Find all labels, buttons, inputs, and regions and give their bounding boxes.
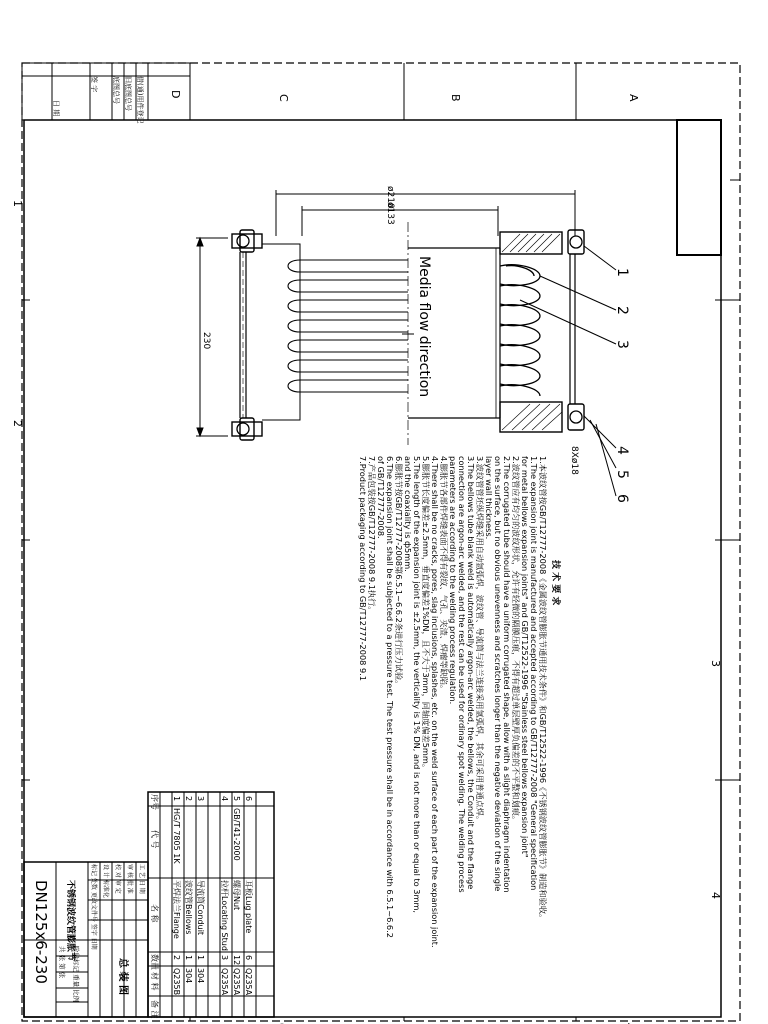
registration-labels bbox=[52, 76, 145, 123]
note-line-14: 5.膨胀节长度偏差±2.5mm，垂直度偏差1%DN，且不大于3mm，同轴度偏差5mm。 bbox=[421, 456, 431, 773]
bom-table-text bbox=[150, 794, 254, 1019]
note-line-19: of GB/T12777-2008. bbox=[376, 456, 386, 539]
note-line-6: on the surface, but no obvious unevenness and scratches longer than the negative deviation of the single bbox=[493, 456, 503, 892]
zone-number-2: 2 bbox=[11, 420, 24, 427]
zone-letter-b: B bbox=[449, 94, 462, 102]
callout-5: 5 bbox=[614, 470, 630, 479]
title-sign-row-2: 设 计 标准化 bbox=[102, 864, 109, 898]
note-line-16: and the coaxiality is ф5mm. bbox=[403, 456, 413, 572]
title-sign-row-5: 工 艺 日 期 bbox=[138, 864, 145, 894]
note-line-10: connection are argon-arc welded, and the rest can be used for ordinary spot welding. The welding process bbox=[457, 456, 467, 893]
strip-base-no: 底图总号 bbox=[112, 76, 120, 104]
bom-row-6-name: 耳板Lug plate bbox=[244, 880, 253, 934]
bom-header-note: 备 注 bbox=[150, 1000, 159, 1019]
title-sign-row-1: 标记 处数 更改文件号 签字 日期 bbox=[90, 864, 97, 950]
bom-row-6-mat: Q235A bbox=[244, 968, 253, 996]
zone-number-1: 1 bbox=[11, 200, 24, 207]
note-line-20: 7.产品包装按GB/T12777-2008 9.1执行。 bbox=[367, 456, 377, 615]
dim-bolts: 8Xø18 bbox=[569, 446, 579, 475]
note-line-4: 2.波纹管应有均匀的波纹形状，允许有轻微的隔膜压痕，不得有超过单层壁厚负偏差的不平整和划痕。 bbox=[511, 456, 521, 825]
bom-row-2-qty: 1 bbox=[184, 955, 193, 961]
dim-inner-diameter: ø133 bbox=[385, 202, 395, 225]
bom-header-material: 材 料 bbox=[150, 972, 159, 991]
bom-row-1-qty: 2 bbox=[172, 955, 181, 961]
bom-row-6-qty: 6 bbox=[244, 955, 253, 961]
title-sign-row-4: 审 核 批 准 bbox=[126, 864, 133, 894]
bom-row-5-name: 螺母Nut bbox=[232, 880, 241, 911]
zone-letter-c: C bbox=[277, 94, 290, 102]
note-line-8: 3.波纹管管坯纵焊缝采用自动氩弧焊，波纹管、导流筒与法兰连接采用氩弧焊，其余可采用普通点焊。 bbox=[475, 456, 485, 825]
bom-row-1-name: 平焊法兰Flange bbox=[172, 880, 181, 939]
bom-row-4-name: 拉杆Locating Stud bbox=[220, 880, 229, 951]
zone-letter-d: D bbox=[169, 90, 182, 99]
strip-shared-parts: 借(通)用件登记 bbox=[136, 76, 144, 124]
title-stage-labels: 阶段标记 重量 比例 bbox=[72, 946, 80, 1003]
bom-header-code: 代 号 bbox=[150, 830, 159, 849]
dim-outer-diameter: ø210 bbox=[385, 186, 395, 209]
dim-length: 230 bbox=[201, 332, 211, 350]
bom-row-1-code: HG/T 7805 1K bbox=[172, 808, 181, 864]
bom-row-4-mat: Q235A bbox=[220, 968, 229, 996]
zone-number-4: 4 bbox=[709, 892, 722, 899]
bom-header-qty: 数量 bbox=[150, 954, 159, 970]
note-line-17: 6.膨胀节按GB/T12777-2008第6.5.1~6.6.2条进行压力试验。 bbox=[394, 456, 404, 689]
strip-sign: 签 字 bbox=[90, 76, 98, 93]
flow-direction-label: Media flow direction bbox=[416, 256, 432, 398]
bom-row-3-name: 导流筒Conduit bbox=[196, 880, 205, 936]
bom-row-3-mat: 304 bbox=[196, 968, 205, 984]
bom-row-5-no: 5 bbox=[232, 796, 241, 802]
strip-date: 日 期 bbox=[52, 100, 60, 117]
note-line-9: 3.The bellows tube blank weld is automatically argon-arc welded, the bellows, the Conduit and the flange bbox=[466, 456, 476, 890]
bom-row-2-no: 2 bbox=[184, 796, 193, 802]
zone-number-3: 3 bbox=[709, 660, 722, 667]
note-line-7: layer wall thickness. bbox=[484, 456, 494, 540]
zone-letter-a: A bbox=[627, 94, 640, 102]
expansion-joint-drawing bbox=[196, 190, 616, 496]
bom-row-6-no: 6 bbox=[244, 796, 253, 802]
bill-of-materials bbox=[148, 792, 274, 1017]
callout-4: 4 bbox=[614, 446, 630, 455]
technical-notes bbox=[358, 456, 562, 948]
notes-title: 技 术 要 求 bbox=[550, 560, 560, 606]
bom-row-2-mat: 304 bbox=[184, 968, 193, 984]
callout-2: 2 bbox=[614, 306, 630, 315]
title-assembly-label: 总 装 图 bbox=[117, 958, 128, 995]
bom-row-3-no: 3 bbox=[196, 796, 205, 802]
strip-old-base-no: 旧底图总号 bbox=[124, 76, 132, 111]
bom-row-5-qty: 12 bbox=[232, 955, 241, 966]
bom-row-5-code: GB/T41-2000 bbox=[232, 808, 241, 861]
bom-header-name: 名 称 bbox=[150, 904, 159, 923]
note-line-12: 4.膨胀节各部件焊缝表面不得有裂纹、气孔、夹渣、焊瘤等缺陷。 bbox=[439, 456, 449, 694]
bom-header-no: 序号 bbox=[150, 794, 159, 810]
callout-3: 3 bbox=[614, 340, 630, 349]
bom-row-5-mat: Q235A bbox=[232, 968, 241, 996]
title-block-text bbox=[32, 864, 146, 1003]
note-line-1: 1.本波纹管按GB/T12777-2008《金属波纹管膨胀节通用技术条件》和GB/T12522-1996《不锈钢波纹管膨胀节》制造和验收。 bbox=[538, 456, 548, 923]
bom-row-3-qty: 1 bbox=[196, 955, 205, 961]
bom-row-4-no: 4 bbox=[220, 796, 229, 802]
title-product-name: 不锈钢波纹管膨胀节 bbox=[65, 880, 75, 962]
callout-1: 1 bbox=[614, 268, 630, 277]
note-line-5: 2.The corrugated tube should have a uniform corrugated shape, allow with a slight diaphragm indentation bbox=[502, 456, 512, 893]
note-line-15: 5.The length of the expansion joint is ±2.5mm, the verticality is 1% DN, and is not more than or equal to 3mm, bbox=[412, 456, 422, 914]
title-sheet-label: 共 张 第 张 bbox=[58, 946, 66, 979]
note-line-13: 4.There shall be no cracks, pores, slag inclusions, splashes, etc. on the weld surface of each part of the expansion joint. bbox=[430, 456, 440, 948]
bom-row-1-no: 1 bbox=[172, 796, 181, 802]
flow-direction bbox=[402, 256, 432, 397]
registration-strip bbox=[22, 63, 190, 120]
note-line-11: parameters are according to the welding process regulation. bbox=[448, 456, 458, 705]
note-line-18: 6.The expansion joint shall be subjected to a pressure test. The test pressure shall be in accordance with 6.5.1~6.6.2 bbox=[385, 456, 395, 938]
note-line-21: 7.Product packaging according to GB/T12777-2008 9.1 bbox=[358, 456, 368, 682]
title-drawing-number: DN125x6-230 bbox=[32, 880, 50, 984]
note-line-3: for metal bellows expansion joints" and GB/T12522-1996 "Stainless steel bellows expansion joint" bbox=[520, 456, 530, 858]
note-line-2: 1.The expansion joint is manufactured and accepted according to GB/T12777-2008 "General specification bbox=[529, 456, 539, 891]
bom-row-2-name: 波纹管Bellows bbox=[184, 880, 193, 935]
callout-6: 6 bbox=[614, 494, 630, 503]
bom-row-1-mat: Q235B bbox=[172, 968, 181, 996]
bom-row-4-qty: 3 bbox=[220, 955, 229, 961]
title-sign-row-3: 校 对 审 定 bbox=[114, 864, 121, 894]
